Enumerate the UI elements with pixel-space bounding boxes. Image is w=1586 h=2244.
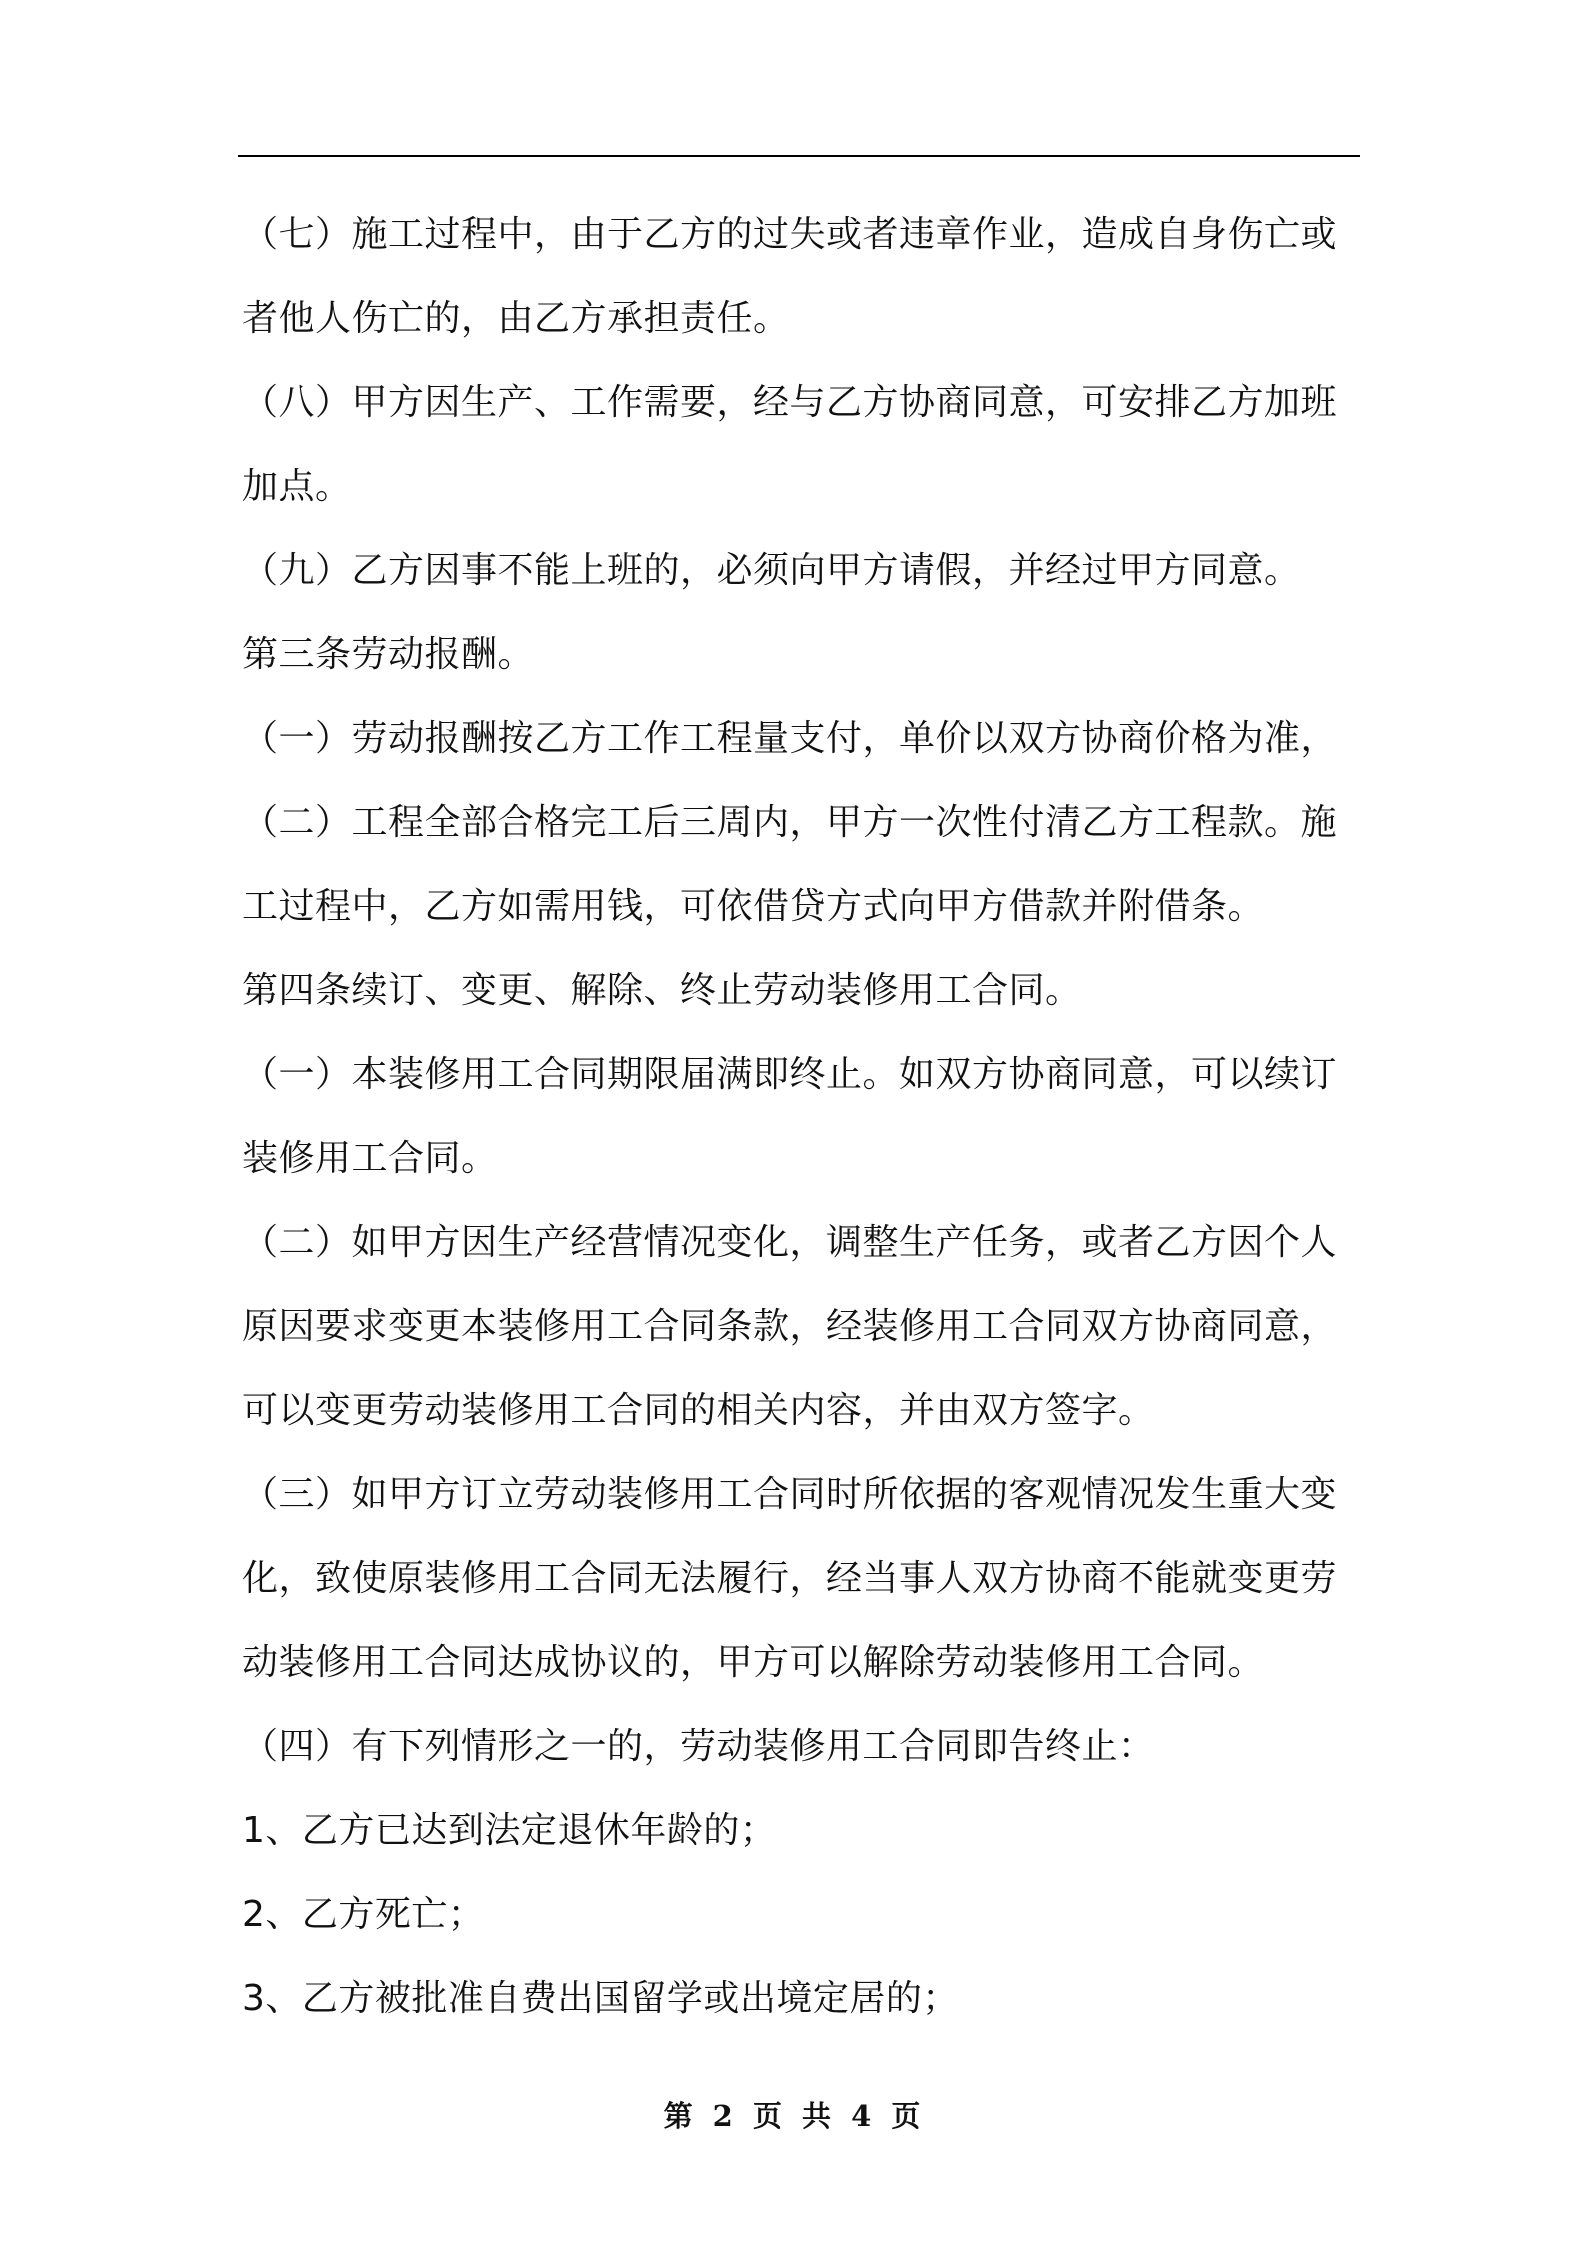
text-line: （二）如甲方因生产经营情况变化，调整生产任务，或者乙方因个人 — [242, 1222, 1338, 1263]
document-body — [242, 193, 1362, 2041]
text-line: （一）本装修用工合同期限届满即终止。如双方协商同意，可以续订 — [242, 1054, 1338, 1095]
list-item: 2、乙方死亡； — [242, 1894, 485, 1935]
list-item: 3、乙方被批准自费出国留学或出境定居的； — [242, 1978, 959, 2019]
text-line: （三）如甲方订立劳动装修用工合同时所依据的客观情况发生重大变 — [242, 1474, 1338, 1515]
text-line: 装修用工合同。 — [242, 1138, 498, 1179]
text-line: 工过程中，乙方如需用钱，可依借贷方式向甲方借款并附借条。 — [242, 886, 1265, 927]
text-line: （九）乙方因事不能上班的，必须向甲方请假，并经过甲方同意。 — [242, 550, 1301, 591]
text-line: （二）工程全部合格完工后三周内，甲方一次性付清乙方工程款。施 — [242, 802, 1338, 843]
header-rule — [238, 155, 1360, 157]
text-line: 动装修用工合同达成协议的，甲方可以解除劳动装修用工合同。 — [242, 1642, 1265, 1683]
text-line: 原因要求变更本装修用工合同条款，经装修用工合同双方协商同意， — [242, 1306, 1338, 1347]
text-line: （八）甲方因生产、工作需要，经与乙方协商同意，可安排乙方加班 — [242, 382, 1338, 423]
text-line: 加点。 — [242, 466, 352, 507]
text-line: 化，致使原装修用工合同无法履行，经当事人双方协商不能就变更劳 — [242, 1558, 1338, 1599]
page-number: 第 2 页 共 4 页 — [663, 2099, 923, 2133]
list-item: 1、乙方已达到法定退休年龄的； — [242, 1810, 777, 1851]
section-heading: 第四条续订、变更、解除、终止劳动装修用工合同。 — [242, 970, 1082, 1011]
text-line: （一）劳动报酬按乙方工作工程量支付，单价以双方协商价格为准， — [242, 718, 1338, 759]
text-line: （七）施工过程中，由于乙方的过失或者违章作业，造成自身伤亡或 — [242, 214, 1338, 255]
text-line: 者他人伤亡的，由乙方承担责任。 — [242, 298, 790, 339]
section-heading: 第三条劳动报酬。 — [242, 634, 535, 675]
text-line: （四）有下列情形之一的，劳动装修用工合同即告终止： — [242, 1726, 1155, 1767]
text-line: 可以变更劳动装修用工合同的相关内容，并由双方签字。 — [242, 1390, 1155, 1431]
